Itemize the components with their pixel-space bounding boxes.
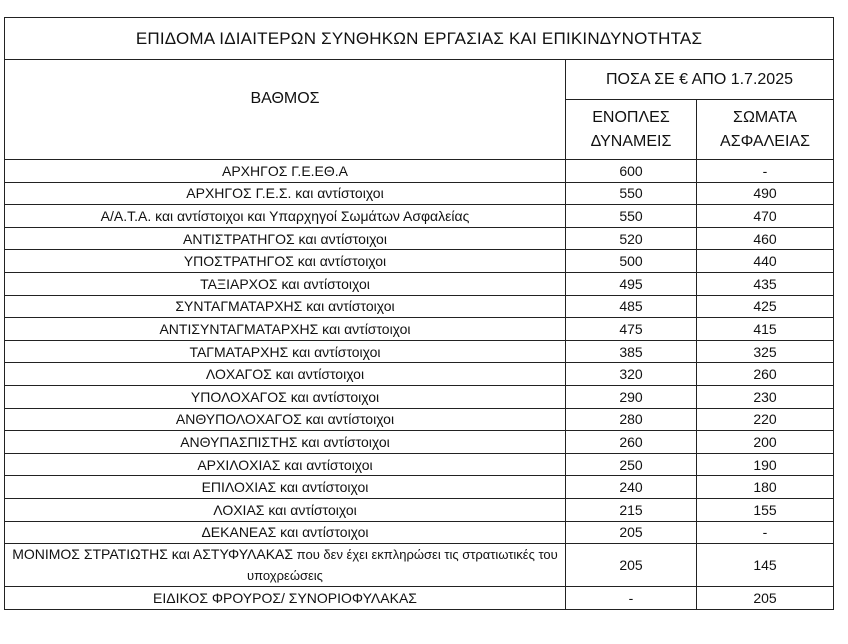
security-corps-cell: 415 xyxy=(697,318,834,341)
rank-cell: Α/Α.Τ.Α. και αντίστοιχοι και Υπαρχηγοί Σωμάτων Ασφαλείας xyxy=(5,205,566,228)
rank-cell: ΥΠΟΣΤΡΑΤΗΓΟΣ και αντίστοιχοι xyxy=(5,250,566,273)
rank-cell: ΤΑΓΜΑΤΑΡΧΗΣ και αντίστοιχοι xyxy=(5,340,566,363)
rank-cell: ΕΠΙΛΟΧΙΑΣ και αντίστοιχοι xyxy=(5,476,566,499)
table-row xyxy=(5,250,834,273)
security-corps-header-line2: ΑΣΦΑΛΕΙΑΣ xyxy=(720,132,810,150)
security-corps-cell: 190 xyxy=(697,453,834,476)
security-corps-cell: 490 xyxy=(697,182,834,205)
armed-forces-column-header xyxy=(566,100,697,160)
table-row xyxy=(5,363,834,386)
rank-cell: ΛΟΧΙΑΣ και αντίστοιχοι xyxy=(5,498,566,521)
rank-column-header: ΒΑΘΜΟΣ xyxy=(5,60,566,160)
rank-cell: ΥΠΟΛΟΧΑΓΟΣ και αντίστοιχοι xyxy=(5,385,566,408)
armed-forces-header-line1: ΕΝΟΠΛΕΣ xyxy=(592,108,670,126)
table-row xyxy=(5,498,834,521)
table-row xyxy=(5,385,834,408)
table-row xyxy=(5,318,834,341)
security-corps-cell: 205 xyxy=(697,587,834,610)
armed-forces-cell: 550 xyxy=(566,205,697,228)
armed-forces-cell: 320 xyxy=(566,363,697,386)
armed-forces-cell: 240 xyxy=(566,476,697,499)
table-row xyxy=(5,476,834,499)
security-corps-cell: 325 xyxy=(697,340,834,363)
armed-forces-cell: - xyxy=(566,587,697,610)
rank-cell: ΔΕΚΑΝΕΑΣ και αντίστοιχοι xyxy=(5,521,566,544)
rank-cell: ΑΡΧΙΛΟΧΙΑΣ και αντίστοιχοι xyxy=(5,453,566,476)
rank-cell xyxy=(5,544,566,587)
armed-forces-cell: 385 xyxy=(566,340,697,363)
table-row xyxy=(5,431,834,454)
rank-cell: ΑΝΤΙΣΥΝΤΑΓΜΑΤΑΡΧΗΣ και αντίστοιχοι xyxy=(5,318,566,341)
armed-forces-cell: 280 xyxy=(566,408,697,431)
armed-forces-cell: 485 xyxy=(566,295,697,318)
rank-cell: ΑΝΘΥΠΟΛΟΧΑΓΟΣ και αντίστοιχοι xyxy=(5,408,566,431)
table-row xyxy=(5,160,834,183)
armed-forces-cell: 500 xyxy=(566,250,697,273)
security-corps-cell: 220 xyxy=(697,408,834,431)
rank-cell: ΛΟΧΑΓΟΣ και αντίστοιχοι xyxy=(5,363,566,386)
table-row xyxy=(5,295,834,318)
security-corps-cell: 460 xyxy=(697,227,834,250)
security-corps-cell: 155 xyxy=(697,498,834,521)
armed-forces-cell: 205 xyxy=(566,544,697,587)
security-corps-cell: 260 xyxy=(697,363,834,386)
security-corps-cell: - xyxy=(697,521,834,544)
armed-forces-cell: 520 xyxy=(566,227,697,250)
armed-forces-cell: 260 xyxy=(566,431,697,454)
security-corps-cell: 435 xyxy=(697,272,834,295)
armed-forces-cell: 550 xyxy=(566,182,697,205)
security-corps-cell: 200 xyxy=(697,431,834,454)
armed-forces-cell: 600 xyxy=(566,160,697,183)
table-row xyxy=(5,205,834,228)
amounts-column-header: ΠΟΣΑ ΣΕ € ΑΠΟ 1.7.2025 xyxy=(566,60,834,100)
security-corps-column-header xyxy=(697,100,834,160)
armed-forces-cell: 205 xyxy=(566,521,697,544)
table-row xyxy=(5,272,834,295)
armed-forces-cell: 495 xyxy=(566,272,697,295)
security-corps-cell: 180 xyxy=(697,476,834,499)
table-row xyxy=(5,453,834,476)
table-row xyxy=(5,587,834,610)
armed-forces-cell: 215 xyxy=(566,498,697,521)
security-corps-header-line1: ΣΩΜΑΤΑ xyxy=(733,108,797,126)
rank-cell: ΣΥΝΤΑΓΜΑΤΑΡΧΗΣ και αντίστοιχοι xyxy=(5,295,566,318)
table-row xyxy=(5,521,834,544)
rank-cell: ΑΡΧΗΓΟΣ Γ.Ε.ΕΘ.Α xyxy=(5,160,566,183)
table-row-permanent-soldier xyxy=(5,544,834,587)
armed-forces-cell: 475 xyxy=(566,318,697,341)
armed-forces-cell: 290 xyxy=(566,385,697,408)
rank-cell-note-text: που δεν έχει εκπληρώσει τις στρατιωτικές του υποχρεώσεις xyxy=(247,547,558,584)
security-corps-cell: 470 xyxy=(697,205,834,228)
allowance-table-sheet xyxy=(4,17,833,610)
rank-cell: ΕΙΔΙΚΟΣ ΦΡΟΥΡΟΣ/ ΣΥΝΟΡΙΟΦΥΛΑΚΑΣ xyxy=(5,587,566,610)
security-corps-cell: 440 xyxy=(697,250,834,273)
rank-cell: ΑΝΤΙΣΤΡΑΤΗΓΟΣ και αντίστοιχοι xyxy=(5,227,566,250)
table-row xyxy=(5,408,834,431)
rank-cell: ΤΑΞΙΑΡΧΟΣ και αντίστοιχοι xyxy=(5,272,566,295)
rank-cell-main-text: ΜΟΝΙΜΟΣ ΣΤΡΑΤΙΩΤΗΣ και ΑΣΤΥΦΥΛΑΚΑΣ xyxy=(12,546,294,563)
table-row xyxy=(5,340,834,363)
table-title: ΕΠΙΔΟΜΑ ΙΔΙΑΙΤΕΡΩΝ ΣΥΝΘΗΚΩΝ ΕΡΓΑΣΙΑΣ ΚΑΙ ΕΠΙΚΙΝΔΥΝΟΤΗΤΑΣ xyxy=(5,18,834,60)
rank-cell: ΑΡΧΗΓΟΣ Γ.Ε.Σ. και αντίστοιχοι xyxy=(5,182,566,205)
table-row xyxy=(5,227,834,250)
security-corps-cell: 230 xyxy=(697,385,834,408)
security-corps-cell: 145 xyxy=(697,544,834,587)
table-body xyxy=(5,160,834,610)
security-corps-cell: - xyxy=(697,160,834,183)
armed-forces-header-line2: ΔΥΝΑΜΕΙΣ xyxy=(590,132,672,150)
table-row xyxy=(5,182,834,205)
allowance-table xyxy=(4,17,834,610)
armed-forces-cell: 250 xyxy=(566,453,697,476)
security-corps-cell: 425 xyxy=(697,295,834,318)
rank-cell: ΑΝΘΥΠΑΣΠΙΣΤΗΣ και αντίστοιχοι xyxy=(5,431,566,454)
